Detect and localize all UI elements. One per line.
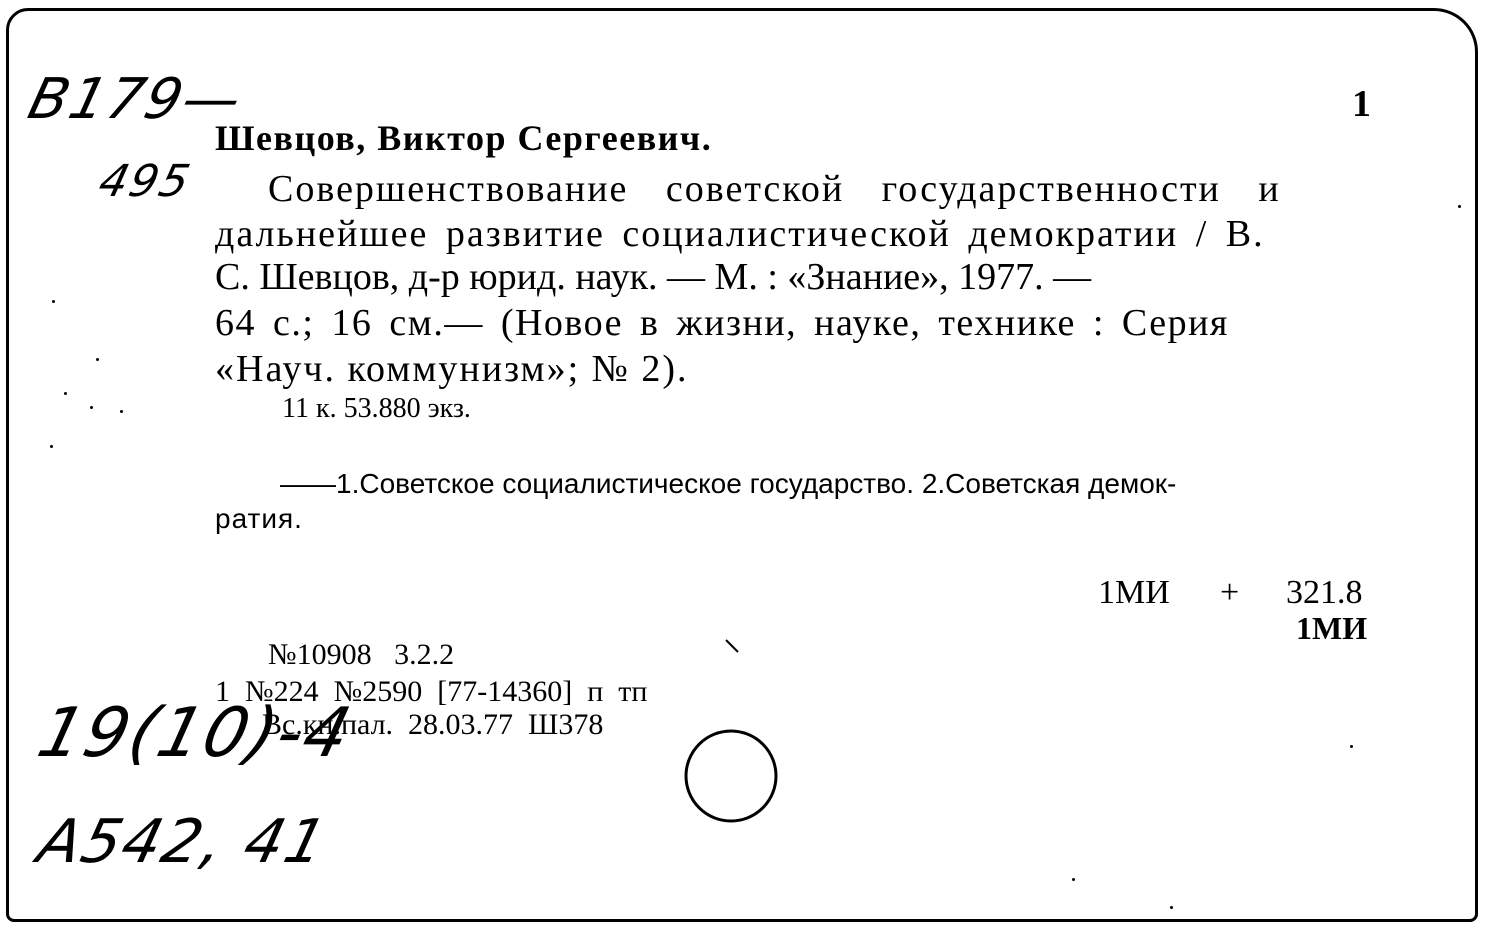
- author-heading: Шевцов, Виктор Сергеевич.: [215, 118, 713, 158]
- punch-hole-circle: [676, 726, 786, 836]
- scan-speck: [52, 300, 55, 303]
- handwritten-call-number-bottom: 495: [93, 156, 197, 207]
- subject-headings-line-2: ратия.: [215, 503, 303, 534]
- price-and-print-run: 11 к. 53.880 экз.: [282, 393, 471, 424]
- pencil-tick-mark: [724, 638, 744, 658]
- classification-code-right: 321.8: [1286, 574, 1363, 611]
- title-line-2: дальнейшее развитие социалистической демократии / В.: [215, 213, 1265, 255]
- scan-speck: [1458, 205, 1461, 208]
- classification-code-left: 1МИ: [1098, 574, 1170, 611]
- print-info-line-1: №10908 3.2.2: [268, 638, 455, 671]
- handwritten-shelf-mark: 19(10)-4: [30, 694, 360, 773]
- scan-speck: [1072, 878, 1075, 881]
- print-info-line-3: Вс.кн.пал. 28.03.77 Ш378: [262, 708, 604, 741]
- card-number: 1: [1352, 83, 1371, 125]
- scan-speck: [50, 445, 53, 448]
- subject-headings-line-1: ——1.Советское социалистическое государство. 2.Советская демок-: [280, 468, 1177, 499]
- title-line-5: «Науч. коммунизм»; № 2).: [215, 348, 689, 390]
- scan-speck: [96, 358, 99, 361]
- scan-speck: [64, 392, 67, 395]
- title-line-4: 64 с.; 16 см.— (Новое в жизни, науке, технике : Серия: [215, 302, 1229, 344]
- classification-code-second: 1МИ: [1296, 610, 1368, 646]
- handwritten-inventory-mark: А542, 41: [31, 807, 335, 877]
- title-line-3: С. Шевцов, д-р юрид. наук. — М. : «Знание», 1977. —: [215, 256, 1092, 298]
- scan-speck: [1350, 745, 1353, 748]
- print-info-line-2: 1 №224 №2590 [77-14360] п тп: [215, 675, 648, 708]
- title-line-1: Совершенствование советской государственности и: [268, 168, 1281, 210]
- handwritten-call-number-top: В179—: [22, 67, 250, 132]
- classification-plus: +: [1220, 574, 1240, 611]
- scan-speck: [120, 410, 123, 413]
- scan-speck: [90, 406, 93, 409]
- scan-speck: [1170, 906, 1173, 909]
